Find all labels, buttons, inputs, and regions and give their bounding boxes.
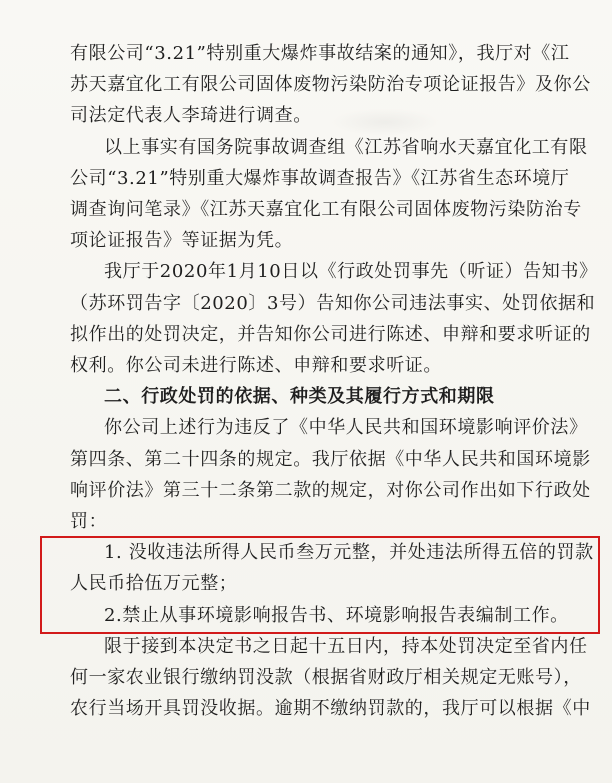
- penalty-item-1: 1. 没收违法所得人民币叁万元整，并处违法所得五倍的罚款: [104, 542, 594, 564]
- penalty-item-1-continued: 人民币拾伍万元整；: [70, 573, 238, 595]
- paragraph-line: 权利。你公司未进行陈述、申辩和要求听证。: [70, 355, 442, 376]
- paragraph-line: （苏环罚告字〔2020〕3号）告知你公司违法事实、处罚依据和: [70, 292, 596, 314]
- penalty-item-2: 2.禁止从事环境影响报告书、环境影响报告表编制工作。: [104, 604, 569, 626]
- paragraph-line: 以上事实有国务院事故调查组《江苏省响水天嘉宜化工有限: [104, 136, 588, 158]
- paragraph-line: 罚：: [70, 511, 108, 532]
- paragraph-line: 公司“3.21”特别重大爆炸事故调查报告》《江苏省生态环境厅: [70, 167, 570, 189]
- paragraph-line: 调查询问笔录》《江苏天嘉宜化工有限公司固体废物污染防治专: [70, 199, 582, 220]
- paragraph-line: 你公司上述行为违反了《中华人民共和国环境影响评价法》: [104, 417, 588, 439]
- paragraph-line: 第四条、第二十四条的规定。我厅依据《中华人民共和国环境影: [70, 448, 591, 470]
- paragraph-line: 有限公司“3.21”特别重大爆炸事故结案的通知》，我厅对《江: [70, 43, 570, 64]
- paragraph-line: 拟作出的处罚决定，并告知你公司进行陈述、申辩和要求听证的: [70, 323, 591, 345]
- paragraph-line: 响评价法》第三十二条第二款的规定，对你公司作出如下行政处: [70, 479, 591, 501]
- paragraph-line: 农行当场开具罚没收据。逾期不缴纳罚款的，我厅可以根据《中: [70, 698, 591, 720]
- paragraph-line: 我厅于2020年1月10日以《行政处罚事先（听证）告知书》: [104, 261, 598, 283]
- paragraph-line: 司法定代表人李琦进行调查。: [70, 105, 312, 127]
- paragraph-line: 限于接到本决定书之日起十五日内，持本处罚决定至省内任: [104, 635, 588, 657]
- section-heading: 二、行政处罚的依据、种类及其履行方式和期限: [104, 386, 495, 408]
- paragraph-line: 苏天嘉宜化工有限公司固体废物污染防治专项论证报告》及你公: [70, 74, 591, 96]
- paragraph-line: 何一家农业银行缴纳罚没款（根据省财政厅相关规定无账号），: [70, 667, 582, 688]
- paragraph-line: 项论证报告》等证据为凭。: [70, 230, 294, 252]
